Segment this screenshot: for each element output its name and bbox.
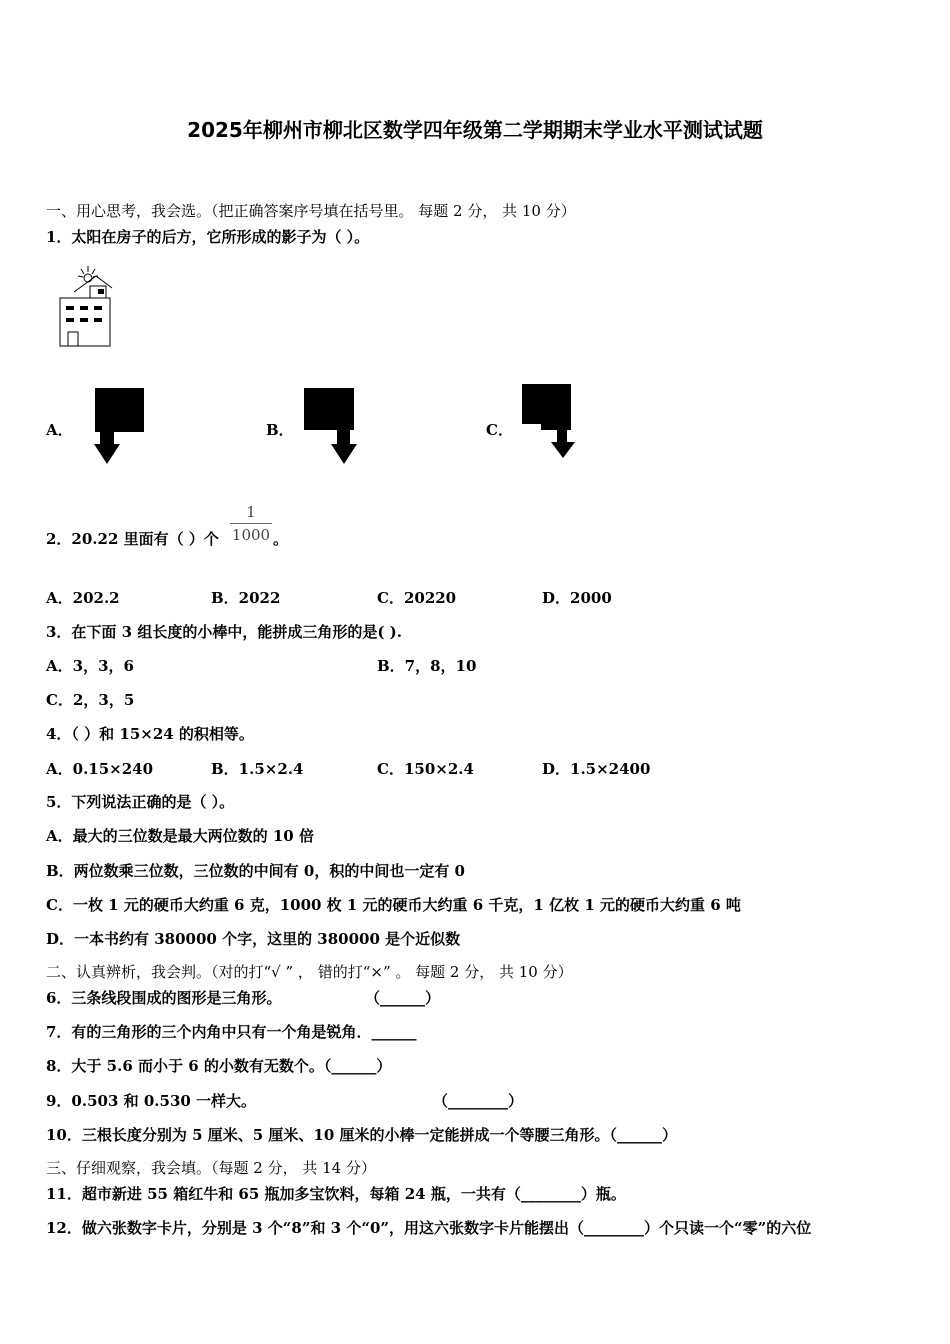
q5-option-c: C．一枚 1 元的硬币大约重 6 克，1000 枚 1 元的硬币大约重 6 千克，1 亿枚 1 元的硬币大约重 6 吨 <box>46 896 741 914</box>
q1-option-c: C． <box>486 421 513 439</box>
question-1: 1．太阳在房子的后方，它所形成的影子为（ ）。 <box>46 228 370 246</box>
q2-option-a: A．202.2 <box>46 589 120 607</box>
fraction-one-thousandth <box>230 503 272 544</box>
q2-option-c: C．20220 <box>377 589 457 607</box>
question-8: 8．大于 5.6 而小于 6 的小数有无数个。（______） <box>46 1057 392 1075</box>
section-3-heading: 三、仔细观察，我会填。（每题 2 分， 共 14 分） <box>46 1159 376 1177</box>
question-7: 7．有的三角形的三个内角中只有一个角是锐角．______ <box>46 1023 417 1041</box>
shadow-option-c-icon <box>519 382 579 462</box>
shadow-option-b-icon <box>302 386 362 466</box>
q1-option-b: B． <box>266 421 294 439</box>
question-9: 9．0.503 和 0.530 一样大。 <box>46 1092 257 1110</box>
question-9-blank: （________） <box>433 1092 524 1110</box>
section-2-heading: 二、认真辨析，我会判。（对的打“√ ” ， 错的打“×” 。 每题 2 分， 共 10 分） <box>46 963 573 981</box>
question-12: 12．做六张数字卡片，分别是 3 个“8”和 3 个“0”，用这六张数字卡片能摆出（________）个只读一个“零”的六位 <box>46 1219 812 1237</box>
question-4: 4．（ ）和 15×24 的积相等。 <box>46 725 254 743</box>
page-title: 2025年柳州市柳北区数学四年级第二学期期末学业水平测试试题 <box>187 118 763 142</box>
question-5: 5．下列说法正确的是（ ）。 <box>46 793 235 811</box>
q4-option-d: D．1.5×2400 <box>542 760 651 778</box>
fraction-numerator: 1 <box>230 503 272 524</box>
q3-option-a: A．3，3，6 <box>46 657 134 675</box>
q2-option-d: D．2000 <box>542 589 612 607</box>
q4-option-b: B．1.5×2.4 <box>211 760 304 778</box>
q5-option-d: D．一本书约有 380000 个字，这里的 380000 是个近似数 <box>46 930 461 948</box>
q4-option-a: A．0.15×240 <box>46 760 154 778</box>
q1-option-a: A． <box>46 421 73 439</box>
question-2-text: 2．20.22 里面有（ ）个 <box>46 530 219 548</box>
question-11: 11．超市新进 55 箱红牛和 65 瓶加多宝饮料，每箱 24 瓶，一共有（________）瓶。 <box>46 1185 626 1203</box>
q3-option-b: B．7，8，10 <box>377 657 477 675</box>
q5-option-b: B．两位数乘三位数，三位数的中间有 0，积的中间也一定有 0 <box>46 862 465 880</box>
question-6-blank: （______） <box>365 989 441 1007</box>
shadow-option-a-icon <box>92 386 152 466</box>
question-2 <box>46 529 219 549</box>
q3-option-c: C．2，3，5 <box>46 691 135 709</box>
question-3: 3．在下面 3 组长度的小棒中，能拼成三角形的是( ). <box>46 623 402 641</box>
question-6: 6．三条线段围成的图形是三角形。 <box>46 989 282 1007</box>
q2-option-b: B．2022 <box>211 589 281 607</box>
section-1-heading: 一、用心思考，我会选。（把正确答案序号填在括号里。 每题 2 分， 共 10 分） <box>46 202 576 220</box>
q4-option-c: C．150×2.4 <box>377 760 474 778</box>
q5-option-a: A．最大的三位数是最大两位数的 10 倍 <box>46 827 314 845</box>
house-sun-illustration <box>54 262 124 352</box>
question-10: 10．三根长度分别为 5 厘米、5 厘米、10 厘米的小棒一定能拼成一个等腰三角形。（______） <box>46 1126 678 1144</box>
question-2-end: 。 <box>273 530 289 548</box>
fraction-denominator: 1000 <box>231 526 271 544</box>
